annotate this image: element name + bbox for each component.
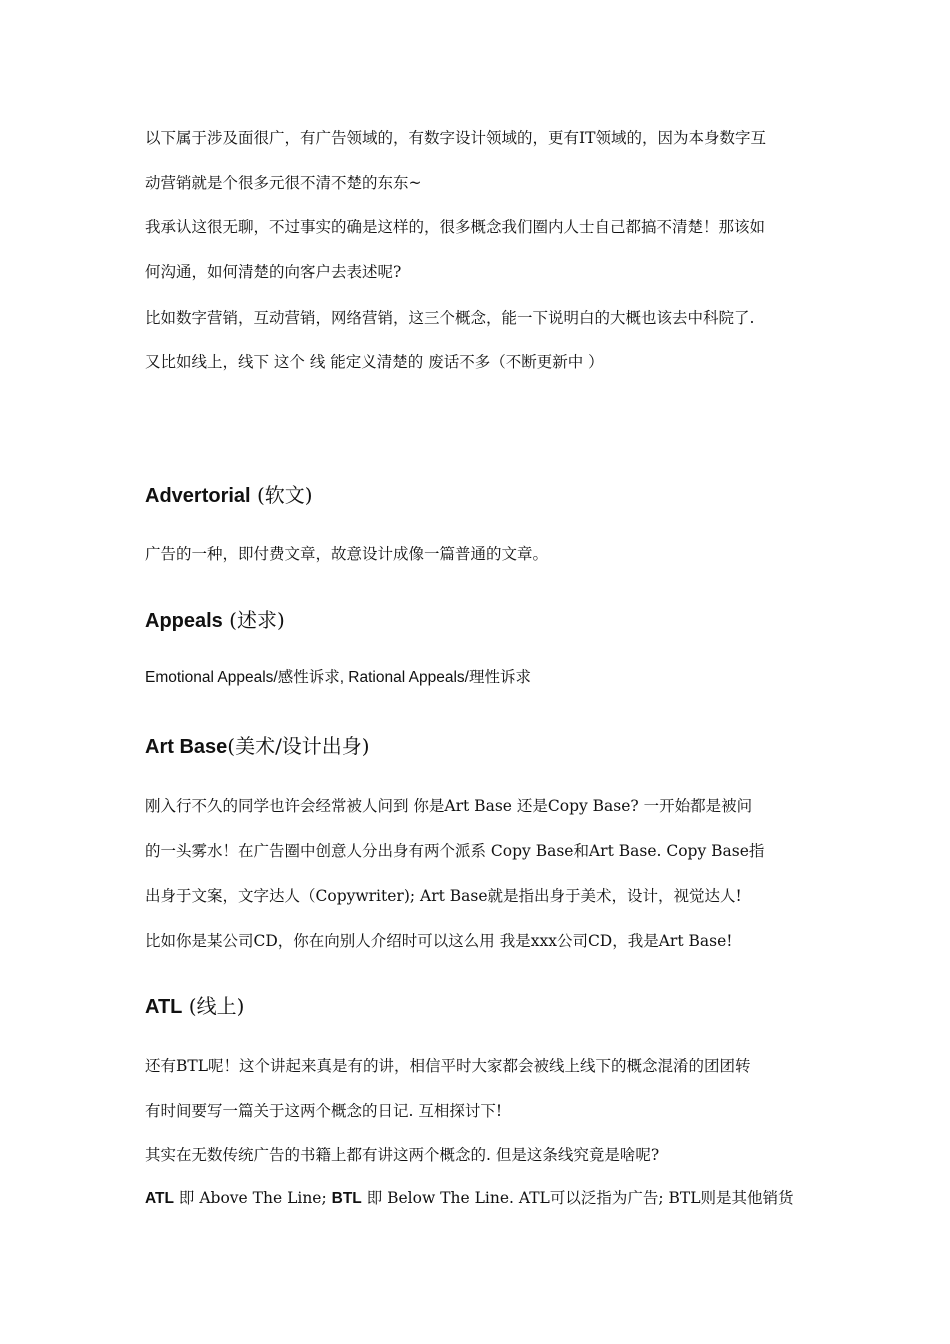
term-appeals-zh: (述求)	[229, 608, 285, 632]
atl-definition: 即 Above The Line;	[173, 1189, 332, 1207]
btl-definition: 即 Below The Line. ATL可以泛指为广告; BTL则是其他销货	[361, 1189, 794, 1207]
intro-line-1: 以下属于涉及面很广，有广告领域的，有数字设计领域的，更有IT领域的，因为本身数字互	[145, 129, 766, 147]
intro-line-6: 又比如线上，线下 这个 线 能定义清楚的 废话不多（不断更新中 ）	[145, 353, 604, 371]
btl-abbrev: BTL	[331, 1190, 362, 1207]
advertorial-body-1: 广告的一种，即付费文章，故意设计成像一篇普通的文章。	[145, 545, 549, 563]
artbase-body-4: 比如你是某公司CD，你在向别人介绍时可以这么用 我是xxx公司CD，我是Art Base!	[145, 932, 733, 950]
atl-body-4	[145, 1188, 815, 1209]
heading-appeals	[145, 607, 285, 634]
intro-line-2: 动营销就是个很多元很不清不楚的东东~	[145, 174, 422, 192]
heading-advertorial	[145, 482, 313, 509]
artbase-body-3: 出身于文案，文字达人（Copywriter); Art Base就是指出身于美术，设计，视觉达人!	[145, 887, 742, 905]
term-appeals: Appeals	[145, 610, 223, 632]
term-atl: ATL	[145, 996, 183, 1018]
artbase-body-2: 的一头雾水！在广告圈中创意人分出身有两个派系 Copy Base和Art Base. Copy Base指	[145, 842, 765, 860]
intro-line-4: 何沟通，如何清楚的向客户去表述呢?	[145, 263, 402, 281]
term-advertorial-zh: (软文)	[256, 483, 313, 507]
heading-atl	[145, 993, 244, 1020]
intro-line-3: 我承认这很无聊，不过事实的确是这样的，很多概念我们圈内人士自己都搞不清楚！那该如	[145, 218, 766, 236]
intro-line-5: 比如数字营销，互动营销，网络营销，这三个概念，能一下说明白的大概也该去中科院了.	[145, 309, 755, 327]
term-artbase-zh: (美术/设计出身)	[227, 734, 370, 758]
appeals-body-1: Emotional Appeals/感性诉求, Rational Appeals/理性诉求	[145, 669, 531, 686]
heading-artbase	[145, 733, 370, 760]
artbase-body-1: 刚入行不久的同学也许会经常被人问到 你是Art Base 还是Copy Base? 一开始都是被问	[145, 797, 753, 815]
atl-abbrev: ATL	[145, 1190, 174, 1207]
term-advertorial: Advertorial	[145, 485, 251, 507]
atl-body-1: 还有BTL呢！这个讲起来真是有的讲，相信平时大家都会被线上线下的概念混淆的团团转	[145, 1057, 751, 1075]
term-atl-zh: (线上)	[188, 994, 245, 1018]
term-artbase: Art Base	[145, 736, 228, 758]
atl-body-3: 其实在无数传统广告的书籍上都有讲这两个概念的. 但是这条线究竟是啥呢?	[145, 1146, 660, 1164]
atl-body-2: 有时间要写一篇关于这两个概念的日记. 互相探讨下!	[145, 1102, 503, 1120]
